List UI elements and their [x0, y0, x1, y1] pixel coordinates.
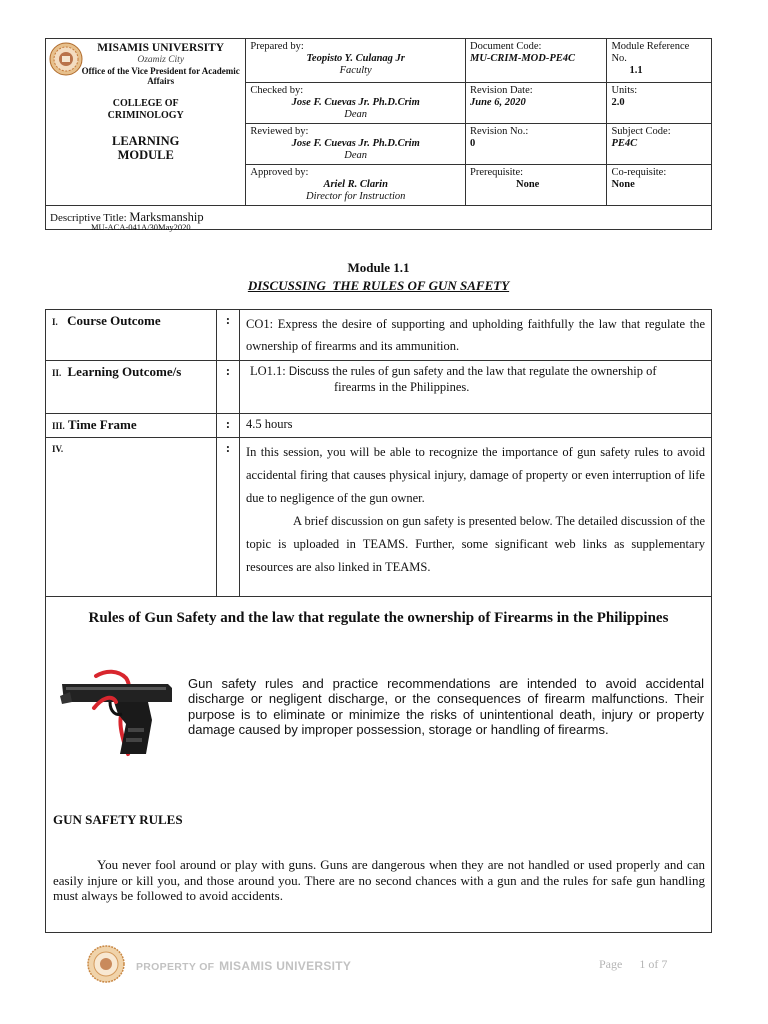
learning-outcome-text: the rules of gun safety and the law that regulate the ownership of firearms in the Philippines. [329, 364, 657, 394]
learning-outcome-cell [240, 361, 712, 414]
reviewed-name: Jose F. Cuevas Jr. Ph.D.Crim [291, 138, 420, 149]
subject-code: PE4C [611, 138, 638, 149]
learning-outcome-prefix: LO1.1: [250, 364, 289, 378]
university-city: Ozamiz City [137, 55, 185, 65]
subject-cell [607, 124, 712, 165]
overview-paragraph-1: In this session, you will be able to recognize the importance of gun safety rules to avoid accidental firing that causes physical injury, damage of property or even interruption of life due to negligence of the gun owner. [246, 445, 705, 505]
approved-role: Director for Instruction [306, 191, 406, 202]
course-outcome-label-cell [46, 310, 217, 361]
header-table [45, 38, 712, 230]
prepared-cell [246, 39, 466, 83]
prereq-value: None [515, 179, 540, 190]
prereq-cell [465, 165, 606, 206]
overview-cell [240, 438, 712, 597]
modref-label: Module Reference No. [611, 41, 690, 64]
doc-code-cell [465, 39, 606, 83]
approved-name: Ariel R. Clarin [323, 179, 388, 190]
footer-university: MISAMIS UNIVERSITY [219, 959, 352, 973]
doc-code: MU-CRIM-MOD-PE4C [469, 53, 575, 64]
colon: : [217, 310, 240, 361]
intro-paragraph: Gun safety rules and practice recommendations are intended to avoid accidental discharge or negligent discharge, or the consequences of firearm malfunctions. Their purpose is to eliminate or minimize the risks of unintentional death, injury or property damage caused by improper possession, storage or handling of firearms. [188, 676, 704, 737]
colon: : [217, 361, 240, 414]
units-cell [607, 83, 712, 124]
prepared-name: Teopisto Y. Culanag Jr [306, 53, 405, 64]
checked-name: Jose F. Cuevas Jr. Ph.D.Crim [291, 97, 420, 108]
checked-label: Checked by: [250, 85, 304, 96]
reviewed-role: Dean [344, 150, 368, 161]
reviewed-cell [246, 124, 466, 165]
approved-cell [246, 165, 466, 206]
overview-paragraph-2: A brief discussion on gun safety is presented below. The detailed discussion of the topic is uploaded in TEAMS. Further, some significant web links as supplementary resources are also linked in TEAMS. [246, 514, 705, 574]
module-type: LEARNING MODULE [112, 134, 180, 162]
roman-ii: II. [52, 368, 62, 378]
outcomes-table [45, 309, 712, 597]
doc-code-label: Document Code: [469, 41, 542, 52]
desc-label: Descriptive Title: [50, 211, 127, 224]
rev-date-cell [465, 83, 606, 124]
prepared-label: Prepared by: [250, 41, 304, 52]
university-name: MISAMIS UNIVERSITY [97, 42, 225, 54]
checked-cell [246, 83, 466, 124]
learning-outcome-label: Learning Outcome/s [67, 364, 182, 379]
time-frame-label: Time Frame [67, 417, 137, 432]
module-number: Module 1.1 [347, 260, 410, 275]
page-indicator [599, 957, 667, 972]
time-frame-text: 4.5 hours [240, 414, 712, 438]
learning-outcome-label-cell [46, 361, 217, 414]
prereq-label: Prerequisite: [469, 167, 524, 178]
rev-date-label: Revision Date: [469, 85, 533, 96]
colon: : [217, 438, 240, 597]
footer-property [136, 957, 351, 975]
coreq-value: None [611, 179, 635, 190]
gun-safety-rules-title: GUN SAFETY RULES [53, 812, 183, 827]
rev-date: June 6, 2020 [469, 97, 526, 108]
learning-outcome-verb: Discuss [288, 366, 330, 378]
rev-no-cell [465, 124, 606, 165]
footer-property-of: PROPERTY OF [136, 961, 215, 973]
approved-label: Approved by: [250, 167, 309, 178]
units-label: Units: [611, 85, 638, 96]
section-heading: Rules of Gun Safety and the law that regulate the ownership of Firearms in the Philippines [88, 610, 669, 626]
units-value: 2.0 [611, 97, 625, 108]
overview-label-cell [46, 438, 217, 597]
college-name: COLLEGE OF CRIMINOLOGY [107, 98, 184, 121]
roman-iii: III. [52, 421, 65, 431]
modref-cell [607, 39, 712, 83]
footer-seal-icon [84, 944, 128, 984]
handgun-image [56, 668, 176, 758]
form-code: MU-ACA-041A/30May2020 [91, 222, 191, 232]
checked-role: Dean [344, 109, 368, 120]
gun-safety-rules-text: You never fool around or play with guns. Guns are dangerous when they are not handled or used properly and can easily injure or kill you, and those around you. There are no second chances with a gun and the rules for safe gun handling must always be followed to avoid accidents. [53, 857, 705, 903]
module-title: DISCUSSING THE RULES OF GUN SAFETY [247, 278, 510, 293]
course-outcome-text: CO1: Express the desire of supporting and upholding faithfully the law that regulate the ownership of firearms and its ammunition. [240, 310, 712, 361]
office-name: Office of the Vice President for Academic Affairs [81, 66, 240, 86]
time-frame-label-cell [46, 414, 217, 438]
university-seal-icon [49, 42, 83, 76]
rev-no: 0 [469, 138, 476, 149]
rev-no-label: Revision No.: [469, 126, 529, 137]
prepared-role: Faculty [339, 65, 372, 76]
colon: : [217, 414, 240, 438]
page-label: Page [599, 957, 623, 971]
reviewed-label: Reviewed by: [250, 126, 309, 137]
university-block [46, 39, 246, 206]
roman-i: I. [52, 317, 58, 327]
modref-value: 1.1 [629, 65, 643, 76]
page-number: 1 of 7 [639, 957, 668, 971]
course-outcome-label: Course Outcome [67, 313, 161, 328]
subject-label: Subject Code: [611, 126, 671, 137]
coreq-label: Co-requisite: [611, 167, 667, 178]
roman-iv: IV. [52, 444, 64, 454]
desc-title: Marksmanship [129, 209, 204, 224]
coreq-cell [607, 165, 712, 206]
